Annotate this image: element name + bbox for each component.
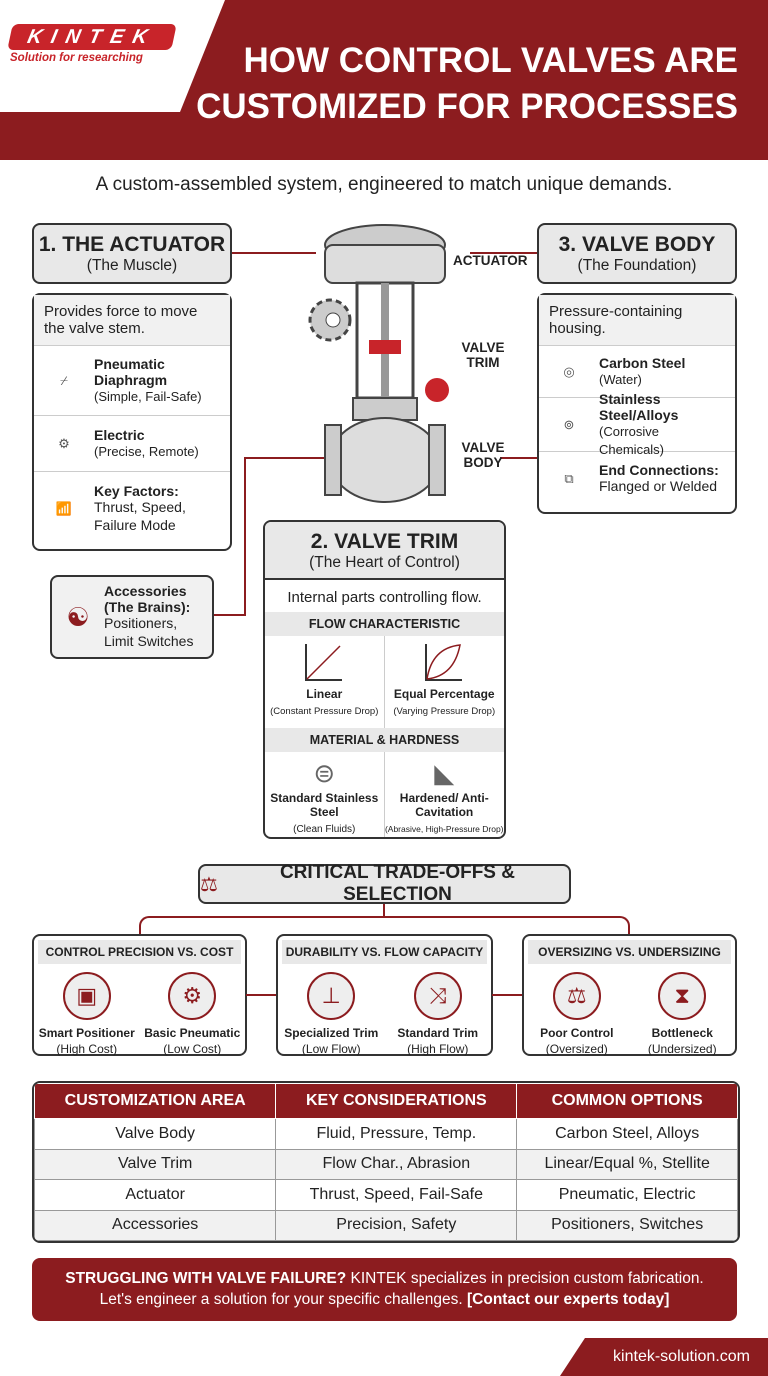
actuator-item: ⌿ Pneumatic Diaphragm (Simple, Fail-Safe) [34, 345, 230, 415]
tradeoff-group: OVERSIZING VS. UNDERSIZING ⚖ Poor Control (Oversized) ⧗ Bottleneck (Undersized) [522, 934, 737, 1056]
material-standard: ⊜ Standard Stainless Steel (Clean Fluids) [265, 752, 385, 837]
label-valve-trim: VALVE TRIM [461, 340, 505, 370]
tradeoff-group: CONTROL PRECISION VS. COST ▣ Smart Positioner (High Cost) ⚙ Basic Pneumatic (Low Cost) [32, 934, 247, 1056]
kintek-logo: KINTEK [7, 24, 177, 50]
material-hardened: ◣ Hardened/ Anti-Cavitation (Abrasive, High-Pressure Drop) [384, 758, 504, 834]
website-link[interactable]: kintek-solution.com [613, 1348, 750, 1365]
customization-table: CUSTOMIZATION AREA KEY CONSIDERATIONS COMMON OPTIONS Valve Body Fluid, Pressure, Temp. Carbon Steel, Alloys Valve Trim Flow Char., Abrasion Linear/Equal %, Stellite Actuator Thrust, Speed, Fail-Safe Pneumatic, Electric Accessories Precision, Safety Positioners, Switches [32, 1081, 740, 1243]
page-subtitle: A custom-assembled system, engineered to match unique demands. [95, 174, 673, 195]
tradeoffs-title: ⚖ CRITICAL TRADE-OFFS & SELECTION [198, 864, 571, 904]
pipes-icon: ⊚ [563, 416, 575, 432]
tradeoff-option: ⤨ Standard Trim (High Flow) [385, 972, 492, 1058]
contact-link[interactable]: [Contact our experts today] [467, 1291, 670, 1308]
positioner-icon: ▣ [63, 972, 111, 1020]
motor-icon: ⚙ [168, 972, 216, 1020]
bottleneck-icon: ⧗ [658, 972, 706, 1020]
linear-curve-icon [304, 642, 344, 682]
scale-icon: ⚖ [200, 873, 218, 896]
connector [213, 614, 245, 616]
body-item: ⧉ End Connections: Flanged or Welded [539, 451, 735, 505]
label-actuator: ACTUATOR [453, 253, 528, 268]
brain-icon: ☯ [66, 601, 90, 632]
steel-bars-icon: ⊜ [313, 758, 336, 788]
connector [139, 916, 630, 936]
scale-icon: ⚖ [553, 972, 601, 1020]
table-row: Actuator Thrust, Speed, Fail-Safe Pneumatic, Electric [35, 1180, 738, 1211]
logo-tagline: Solution for researching [10, 52, 143, 64]
pneumatic-cylinder-icon: ⌿ [60, 372, 68, 388]
cta-banner: STRUGGLING WITH VALVE FAILURE? KINTEK specializes in precision custom fabrication. Let's engineer a solution for your specific challenges. [Contact our experts today] [32, 1258, 737, 1321]
table-row: Accessories Precision, Safety Positioners, Switches [35, 1210, 738, 1241]
equal-percentage-curve-icon [424, 642, 464, 682]
tradeoff-option: ⊥ Specialized Trim (Low Flow) [278, 972, 385, 1058]
connector [246, 994, 276, 996]
valve-body-panel: Pressure-containing housing. ◎ Carbon Steel (Water) ⊚ Stainless Steel/Alloys (Corrosive Chemicals) ⧉ End Connections: Flanged or Welded [537, 293, 737, 514]
valve-trim-panel: 2. VALVE TRIM (The Heart of Control) Internal parts controlling flow. FLOW CHARACTERISTIC Linear (Constant Pressure Drop) Equal Percentage (Varying Pressure Drop) MATERIAL & HARDNESS ⊜ Standard Stainless Steel (Clean Fluids) ◣ Hardened/ Anti-Cavitation (Abrasive, High-Pressure Drop) [263, 520, 506, 839]
body-item: ◎ Carbon Steel (Water) [539, 345, 735, 397]
flow-equal-percentage: Equal Percentage (Varying Pressure Drop) [385, 636, 505, 728]
body-item: ⊚ Stainless Steel/Alloys (Corrosive Chemicals) [539, 397, 735, 451]
actuator-header: 1. THE ACTUATOR (The Muscle) [32, 223, 232, 284]
tradeoff-option: ⚙ Basic Pneumatic (Low Cost) [140, 972, 246, 1058]
connector [244, 457, 246, 616]
electric-motor-icon: ⚙ [58, 435, 70, 451]
actuator-panel: Provides force to move the valve stem. ⌿ Pneumatic Diaphragm (Simple, Fail-Safe) ⚙ Electric (Precise, Remote) 📶 Key Factors: Thrust, Speed, Failure Mode [32, 293, 232, 551]
flange-icon: ⧉ [564, 470, 574, 486]
bar-chart-icon: 📶 [55, 500, 73, 516]
accessories-panel: ☯ Accessories (The Brains): Positioners, Limit Switches [50, 575, 214, 659]
tradeoff-option: ▣ Smart Positioner (High Cost) [34, 972, 140, 1058]
control-valve-illustration [275, 215, 475, 515]
tradeoff-group: DURABILITY VS. FLOW CAPACITY ⊥ Specialized Trim (Low Flow) ⤨ Standard Trim (High Flow) [276, 934, 493, 1056]
valve-body-header: 3. VALVE BODY (The Foundation) [537, 223, 737, 284]
actuator-item: 📶 Key Factors: Thrust, Speed, Failure Mode [34, 471, 230, 545]
pipe-icon: ◎ [563, 363, 575, 379]
cavitation-icon: ◣ [434, 758, 455, 788]
tradeoff-option: ⚖ Poor Control (Oversized) [524, 972, 630, 1058]
page-title: HOW CONTROL VALVES ARE CUSTOMIZED FOR PROCESSES [196, 41, 738, 126]
table-row: Valve Body Fluid, Pressure, Temp. Carbon Steel, Alloys [35, 1119, 738, 1150]
connector [492, 994, 522, 996]
label-valve-body: VALVE BODY [461, 440, 505, 470]
actuator-item: ⚙ Electric (Precise, Remote) [34, 415, 230, 471]
table-row: Valve Trim Flow Char., Abrasion Linear/Equal %, Stellite [35, 1149, 738, 1180]
crossing-arrows-icon: ⤨ [414, 972, 462, 1020]
flow-linear: Linear (Constant Pressure Drop) [265, 636, 385, 728]
trim-icon: ⊥ [307, 972, 355, 1020]
tradeoff-option: ⧗ Bottleneck (Undersized) [630, 972, 736, 1058]
